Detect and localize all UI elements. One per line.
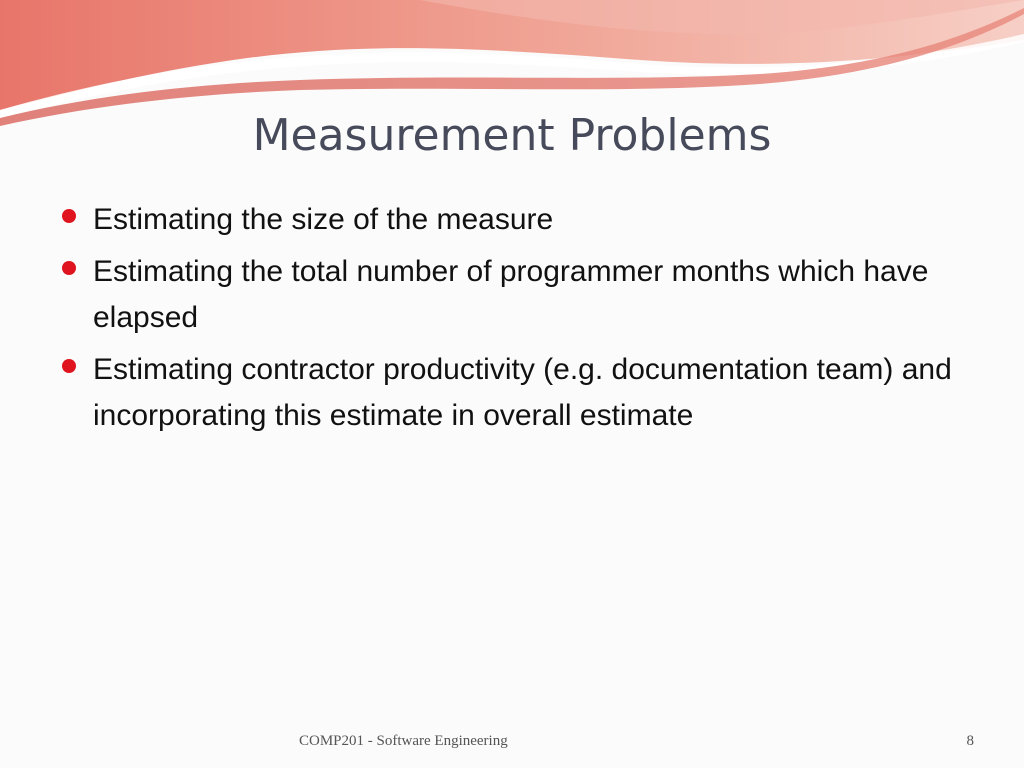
bullet-list — [62, 197, 962, 445]
page-number: 8 — [966, 733, 974, 749]
slide-title: Measurement Problems — [252, 110, 772, 161]
bullet-dot-icon — [62, 359, 76, 373]
bullet-item — [62, 249, 962, 341]
bullet-dot-icon — [62, 261, 76, 275]
footer-course-label: COMP201 - Software Engineering — [299, 733, 508, 749]
bullet-dot-icon — [62, 209, 76, 223]
bullet-text: Estimating contractor productivity (e.g. documentation team) and incorporating this estimate in overall estimate — [93, 353, 952, 432]
bullet-text: Estimating the size of the measure — [93, 203, 554, 236]
bullet-text: Estimating the total number of programmer months which have elapsed — [93, 255, 929, 334]
bullet-item — [62, 197, 962, 243]
bullet-item — [62, 347, 962, 439]
